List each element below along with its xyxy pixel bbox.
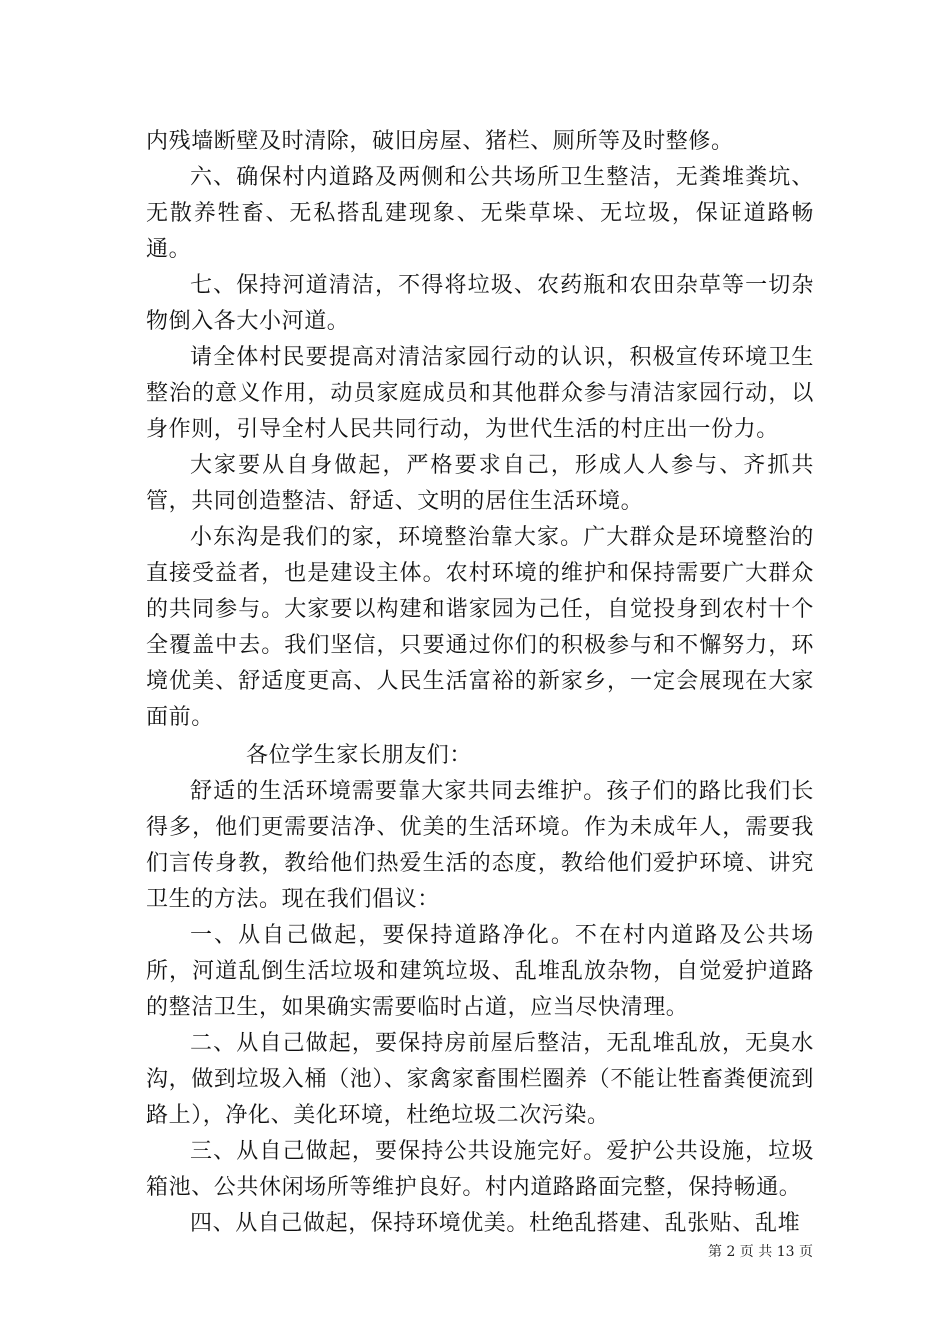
paragraph: 二、从自己做起，要保持房前屋后整洁，无乱堆乱放，无臭水沟，做到垃圾入桶（池）、家禽家畜围栏圈养（不能让牲畜粪便流到路上），净化、美化环境，杜绝垃圾二次污染。 [146, 1031, 814, 1128]
paragraph: 小东沟是我们的家，环境整治靠大家。广大群众是环境整治的直接受益者，也是建设主体。农村环境的维护和保持需要广大群众的共同参与。大家要以构建和谐家园为己任，自觉投身到农村十个全覆盖中去。我们坚信，只要通过你们的积极参与和不懈努力，环境优美、舒适度更高、人民生活富裕的新家乡，一定会展现在大家面前。 [146, 525, 814, 730]
paragraph: 三、从自己做起，要保持公共设施完好。爱护公共设施，垃圾箱池、公共休闲场所等维护良好。村内道路路面完整，保持畅通。 [146, 1139, 814, 1200]
paragraph: 四、从自己做起，保持环境优美。杜绝乱搭建、乱张贴、乱堆 [190, 1211, 801, 1236]
paragraph: 舒适的生活环境需要靠大家共同去维护。孩子们的路比我们长得多，他们更需要洁净、优美的生活环境。作为未成年人，需要我们言传身教，教给他们热爱生活的态度，教给他们爱护环境、讲究卫生的方法。现在我们倡议： [146, 779, 814, 912]
document-body [146, 124, 814, 1242]
paragraph: 大家要从自身做起，严格要求自己，形成人人参与、齐抓共管，共同创造整洁、舒适、文明的居住生活环境。 [146, 453, 814, 514]
paragraph: 请全体村民要提高对清洁家园行动的认识，积极宣传环境卫生整治的意义作用，动员家庭成员和其他群众参与清洁家园行动，以身作则，引导全村人民共同行动，为世代生活的村庄出一份力。 [146, 345, 814, 442]
paragraph: 六、确保村内道路及两侧和公共场所卫生整洁，无粪堆粪坑、无散养牲畜、无私搭乱建现象、无柴草垛、无垃圾，保证道路畅通。 [146, 165, 814, 262]
paragraph: 内残墙断壁及时清除，破旧房屋、猪栏、厕所等及时整修。 [146, 129, 734, 154]
page-number: 第 2 页 共 13 页 [708, 1244, 813, 1260]
paragraph: 七、保持河道清洁，不得将垃圾、农药瓶和农田杂草等一切杂物倒入各大小河道。 [146, 273, 814, 334]
paragraph: 一、从自己做起，要保持道路净化。不在村内道路及公共场所，河道乱倒生活垃圾和建筑垃圾、乱堆乱放杂物，自觉爱护道路的整洁卫生，如果确实需要临时占道，应当尽快清理。 [146, 923, 814, 1020]
salutation: 各位学生家长朋友们： [246, 743, 473, 768]
